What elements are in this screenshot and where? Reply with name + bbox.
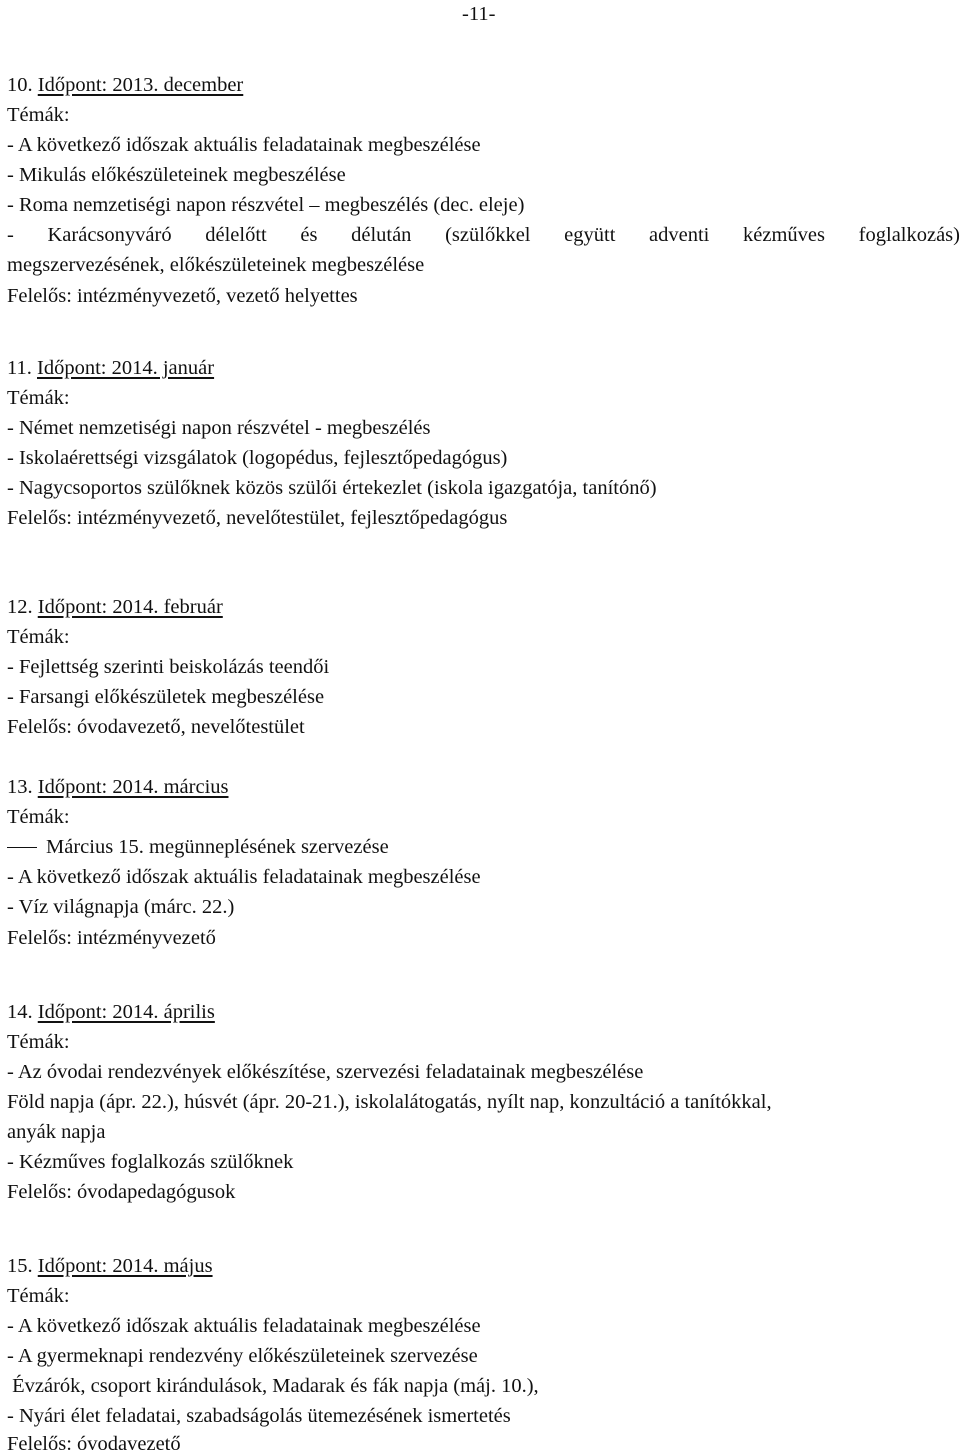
section-number: 14. [7, 1001, 33, 1023]
topic-item: - A következő időszak aktuális feladatainak megbeszélése [7, 1315, 481, 1337]
topic-item: megszervezésének, előkészületeinek megbeszélése [7, 254, 425, 276]
section-date: Időpont: 2014. január [37, 357, 215, 379]
section-heading [7, 775, 229, 799]
topic-item: - Karácsonyváró délelőtt és délután (szülőkkel együtt adventi kézműves foglalkozás) [7, 224, 960, 246]
dash-bullet-icon [7, 847, 37, 848]
responsible-line: Felelős: óvodavezető [7, 1433, 181, 1455]
topics-label: Témák: [7, 626, 70, 648]
topic-item: - Roma nemzetiségi napon részvétel – megbeszélés (dec. eleje) [7, 194, 525, 216]
topic-item: - Víz világnapja (márc. 22.) [7, 896, 235, 918]
responsible-line: Felelős: óvodavezető, nevelőtestület [7, 716, 305, 738]
topic-item: - Fejlettség szerinti beiskolázás teendői [7, 656, 330, 678]
topic-item: - Mikulás előkészületeinek megbeszélése [7, 164, 346, 186]
topic-item: - Kézműves foglalkozás szülőknek [7, 1151, 294, 1173]
topic-item: anyák napja [7, 1121, 106, 1143]
page-number: -11- [462, 3, 496, 25]
topics-label: Témák: [7, 104, 70, 126]
topics-label: Témák: [7, 387, 70, 409]
topic-item: - Iskolaérettségi vizsgálatok (logopédus, fejlesztőpedagógus) [7, 447, 508, 469]
section-date: Időpont: 2014. március [37, 776, 229, 798]
topics-label: Témák: [7, 1285, 70, 1307]
topic-item: - Nyári élet feladatai, szabadságolás ütemezésének ismertetés [7, 1405, 511, 1427]
topic-item: - A következő időszak aktuális feladatainak megbeszélése [7, 866, 481, 888]
topic-item [7, 835, 389, 859]
section-heading [7, 356, 214, 380]
section-heading [7, 1254, 213, 1278]
topic-item-text: Március 15. megünneplésének szervezése [46, 836, 389, 858]
section-heading [7, 73, 243, 97]
topic-item: - Farsangi előkészületek megbeszélése [7, 686, 325, 708]
section-heading [7, 1000, 215, 1024]
responsible-line: Felelős: óvodapedagógusok [7, 1181, 236, 1203]
topic-item: - A gyermeknapi rendezvény előkészületeinek szervezése [7, 1345, 478, 1367]
topics-label: Témák: [7, 806, 70, 828]
responsible-line: Felelős: intézményvezető [7, 927, 216, 949]
topic-item: - A következő időszak aktuális feladatainak megbeszélése [7, 134, 481, 156]
section-number: 11. [7, 357, 32, 379]
section-date: Időpont: 2014. február [37, 596, 223, 618]
topic-item: - Nagycsoportos szülőknek közös szülői értekezlet (iskola igazgatója, tanítónő) [7, 477, 657, 499]
section-date: Időpont: 2013. december [37, 74, 244, 96]
section-number: 15. [7, 1255, 33, 1277]
responsible-line: Felelős: intézményvezető, nevelőtestület, fejlesztőpedagógus [7, 507, 508, 529]
responsible-line: Felelős: intézményvezető, vezető helyettes [7, 285, 358, 307]
section-date: Időpont: 2014. május [37, 1255, 213, 1277]
topic-item: Évzárók, csoport kirándulások, Madarak és fák napja (máj. 10.), [7, 1375, 539, 1397]
section-number: 12. [7, 596, 33, 618]
topic-item: - Az óvodai rendezvények előkészítése, szervezési feladatainak megbeszélése [7, 1061, 644, 1083]
topic-item: Föld napja (ápr. 22.), húsvét (ápr. 20-21.), iskolalátogatás, nyílt nap, konzultáció a tanítókkal, [7, 1091, 772, 1113]
topic-item: - Német nemzetiségi napon részvétel - megbeszélés [7, 417, 431, 439]
section-number: 10. [7, 74, 33, 96]
section-heading [7, 595, 223, 619]
section-date: Időpont: 2014. április [37, 1001, 215, 1023]
section-number: 13. [7, 776, 33, 798]
topics-label: Témák: [7, 1031, 70, 1053]
